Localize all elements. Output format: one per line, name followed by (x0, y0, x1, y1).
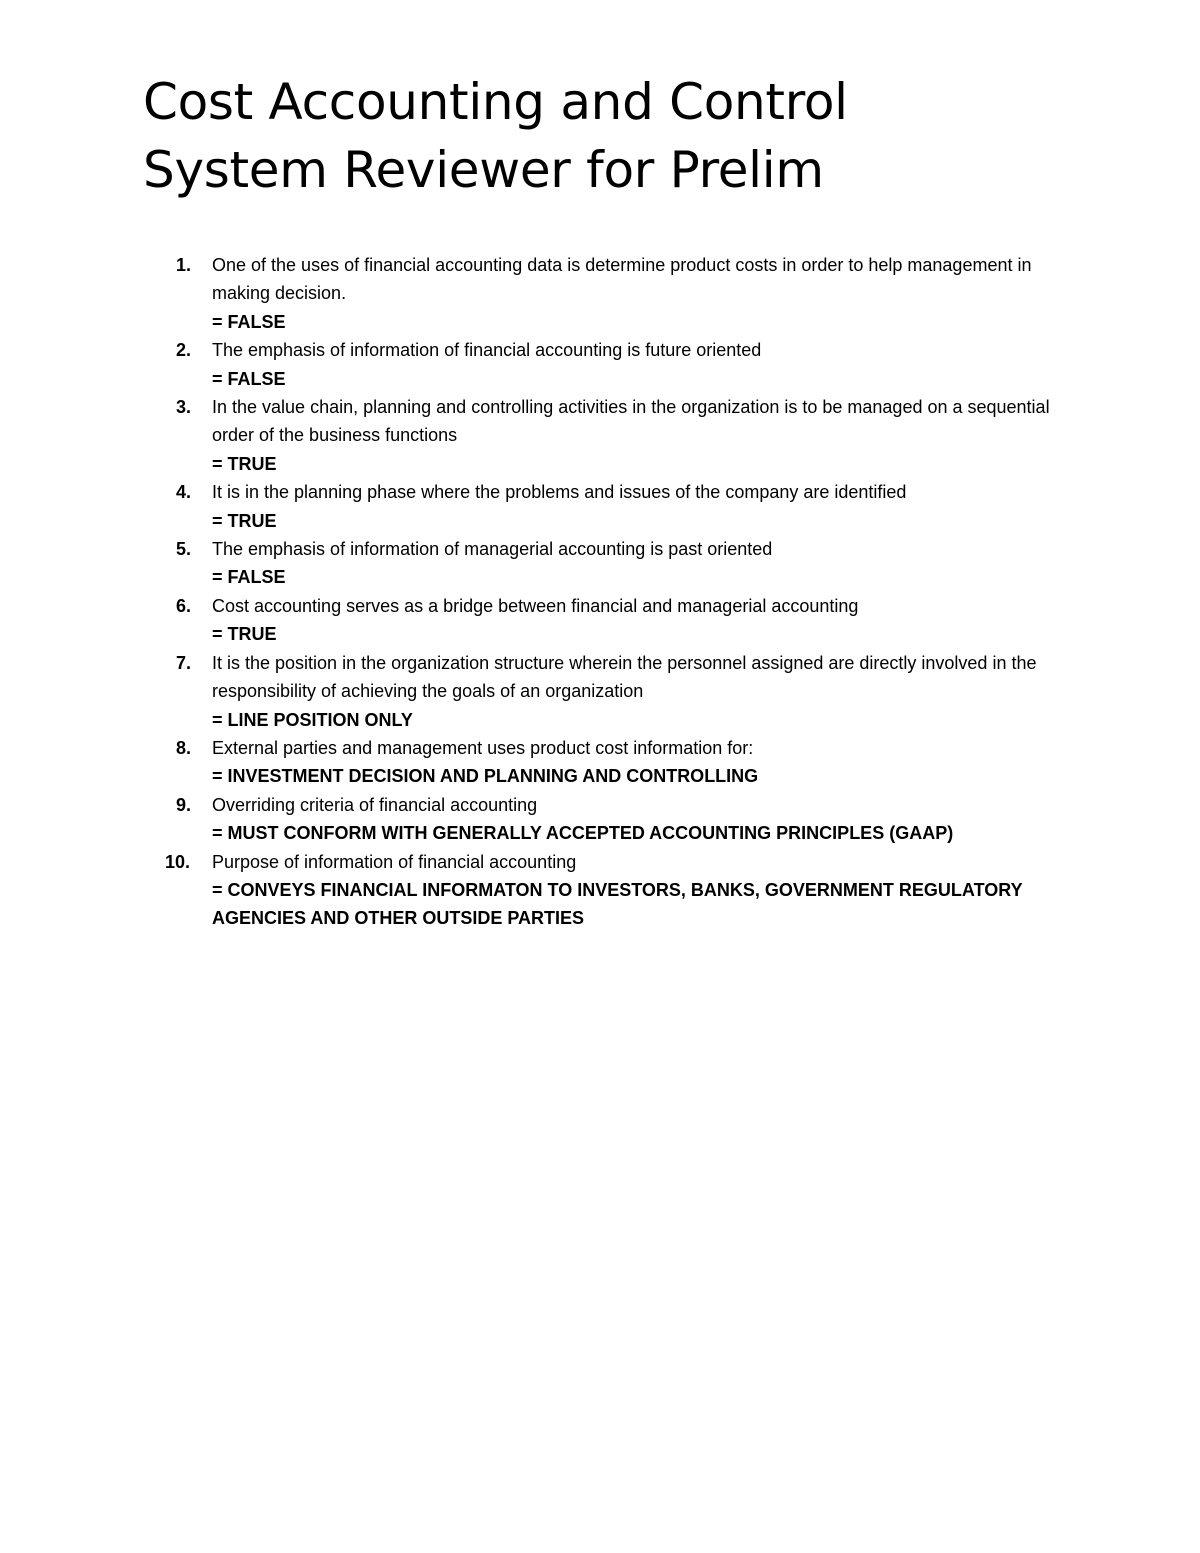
question-text: The emphasis of information of financial accounting is future oriented (212, 340, 762, 361)
page-title (143, 68, 1103, 204)
list-item (0, 734, 1200, 791)
question-number: 2. (176, 340, 192, 361)
answer-text: = LINE POSITION ONLY (212, 709, 413, 730)
question-text: It is the position in the organization structure wherein the personnel assigned are directly involved in the responsibility of achieving the goals of an organization (212, 652, 1037, 702)
question-number: 6. (176, 595, 192, 616)
question-text: In the value chain, planning and controlling activities in the organization is to be managed on a sequential order of the business functions (212, 397, 1050, 446)
question-text: Purpose of information of financial accounting (212, 851, 577, 872)
question-text: It is in the planning phase where the problems and issues of the company are identified (212, 482, 907, 503)
list-item (0, 535, 1200, 592)
question-number: 10. (165, 851, 191, 872)
answer-text: = TRUE (212, 510, 277, 531)
list-item (0, 478, 1200, 535)
question-number: 3. (176, 397, 192, 418)
answer-text: = TRUE (212, 453, 277, 474)
answer-text: = FALSE (212, 311, 286, 332)
list-item (0, 592, 1200, 649)
question-number: 9. (176, 794, 192, 815)
answer-text: = TRUE (212, 624, 277, 645)
list-item (0, 649, 1200, 734)
question-text: The emphasis of information of managerial accounting is past oriented (212, 539, 773, 560)
question-number: 1. (176, 255, 192, 275)
page-title-line-1: Cost Accounting and Control (143, 73, 848, 131)
answer-text: = FALSE (212, 368, 286, 389)
question-number: 5. (176, 539, 192, 560)
list-item (0, 848, 1200, 933)
question-text: Cost accounting serves as a bridge between financial and managerial accounting (212, 595, 859, 616)
list-item (0, 393, 1200, 478)
answer-text: = FALSE (212, 567, 286, 588)
question-text: External parties and management uses product cost information for: (212, 737, 754, 758)
question-number: 8. (176, 737, 192, 758)
list-item (0, 791, 1200, 848)
list-item (0, 251, 1200, 336)
answer-text: = CONVEYS FINANCIAL INFORMATON TO INVESTORS, BANKS, GOVERNMENT REGULATORY AGENCIES AND OTHER OUTSIDE PARTIES (212, 879, 1023, 929)
question-number: 7. (176, 652, 192, 673)
page-title-line-2: System Reviewer for Prelim (143, 141, 824, 199)
question-text: One of the uses of financial accounting data is determine product costs in order to help management in making decision. (212, 255, 1032, 304)
question-text: Overriding criteria of financial accounting (212, 794, 538, 815)
list-item (0, 336, 1200, 393)
answer-text: = INVESTMENT DECISION AND PLANNING AND CONTROLLING (212, 766, 759, 787)
answer-text: = MUST CONFORM WITH GENERALLY ACCEPTED ACCOUNTING PRINCIPLES (GAAP) (212, 823, 954, 844)
question-list (0, 251, 1200, 933)
question-number: 4. (176, 482, 192, 503)
